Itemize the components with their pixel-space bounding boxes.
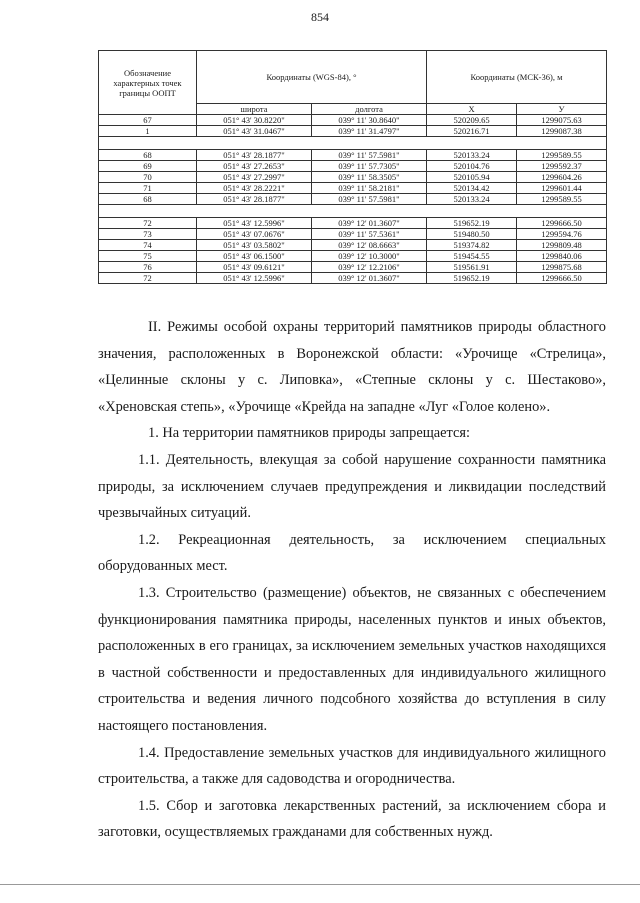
cell-y: 1299875.68 bbox=[517, 262, 607, 273]
table-row bbox=[99, 172, 607, 183]
cell-y: 1299604.26 bbox=[517, 172, 607, 183]
cell-point: 69 bbox=[99, 161, 197, 172]
cell-x: 519480.50 bbox=[427, 229, 517, 240]
cell-longitude: 039° 12' 01.3607" bbox=[312, 273, 427, 284]
cell-y: 1299666.50 bbox=[517, 218, 607, 229]
cell-point: 68 bbox=[99, 150, 197, 161]
cell-longitude: 039° 11' 57.5981" bbox=[312, 150, 427, 161]
header-msk: Координаты (МСК-36), м bbox=[427, 51, 607, 104]
cell-longitude: 039° 12' 01.3607" bbox=[312, 218, 427, 229]
cell-point: 74 bbox=[99, 240, 197, 251]
paragraph-1-5: 1.5. Сбор и заготовка лекарственных растений, за исключением сбора и заготовки, осуществляемых гражданами для собственных нужд. bbox=[98, 797, 606, 841]
cell-y: 1299840.06 bbox=[517, 251, 607, 262]
cell-longitude: 039° 12' 08.6663" bbox=[312, 240, 427, 251]
table-row bbox=[99, 115, 607, 126]
header-point: Обозначение характерных точек границы ООПТ bbox=[99, 51, 197, 115]
cell-latitude: 051° 43' 30.8220" bbox=[197, 115, 312, 126]
table-row bbox=[99, 150, 607, 161]
table-row bbox=[99, 126, 607, 137]
separator-cell bbox=[99, 137, 607, 150]
cell-latitude: 051° 43' 27.2653" bbox=[197, 161, 312, 172]
cell-x: 520209.65 bbox=[427, 115, 517, 126]
subheader-latitude: широта bbox=[197, 104, 312, 115]
table-body bbox=[99, 115, 607, 284]
cell-y: 1299601.44 bbox=[517, 183, 607, 194]
cell-latitude: 051° 43' 28.2221" bbox=[197, 183, 312, 194]
cell-x: 520133.24 bbox=[427, 150, 517, 161]
cell-point: 67 bbox=[99, 115, 197, 126]
cell-y: 1299589.55 bbox=[517, 150, 607, 161]
cell-longitude: 039° 12' 10.3000" bbox=[312, 251, 427, 262]
table-separator-row bbox=[99, 205, 607, 218]
cell-latitude: 051° 43' 28.1877" bbox=[197, 194, 312, 205]
table-row bbox=[99, 218, 607, 229]
paragraph-1-4: 1.4. Предоставление земельных участков для индивидуального жилищного строительства, а также для садоводства и огородничества. bbox=[98, 744, 606, 788]
table-row bbox=[99, 240, 607, 251]
cell-y: 1299594.76 bbox=[517, 229, 607, 240]
cell-point: 72 bbox=[99, 273, 197, 284]
cell-longitude: 039° 11' 30.8640" bbox=[312, 115, 427, 126]
cell-y: 1299592.37 bbox=[517, 161, 607, 172]
cell-point: 68 bbox=[99, 194, 197, 205]
cell-x: 520216.71 bbox=[427, 126, 517, 137]
cell-y: 1299666.50 bbox=[517, 273, 607, 284]
cell-x: 519374.82 bbox=[427, 240, 517, 251]
section-heading: II. Режимы особой охраны территорий памятников природы областного значения, расположенных в Воронежской области: «Урочище «Стрелица», «Целинные склоны у с. Липовка», «Степные склоны у с. Шестаково», «Хреновская степь», «Урочище «Крейда на западне «Луг «Голое колено». bbox=[98, 319, 606, 415]
cell-point: 75 bbox=[99, 251, 197, 262]
paragraph-1: 1. На территории памятников природы запрещается: bbox=[148, 425, 471, 442]
cell-latitude: 051° 43' 03.5802" bbox=[197, 240, 312, 251]
cell-longitude: 039° 11' 57.5361" bbox=[312, 229, 427, 240]
cell-latitude: 051° 43' 12.5996" bbox=[197, 218, 312, 229]
cell-longitude: 039° 11' 58.2181" bbox=[312, 183, 427, 194]
cell-latitude: 051° 43' 07.0676" bbox=[197, 229, 312, 240]
cell-x: 519652.19 bbox=[427, 273, 517, 284]
cell-latitude: 051° 43' 28.1877" bbox=[197, 150, 312, 161]
document-body bbox=[98, 314, 606, 846]
cell-x: 519454.55 bbox=[427, 251, 517, 262]
table-row bbox=[99, 183, 607, 194]
cell-y: 1299589.55 bbox=[517, 194, 607, 205]
cell-longitude: 039° 11' 31.4797" bbox=[312, 126, 427, 137]
cell-point: 72 bbox=[99, 218, 197, 229]
paragraph-1-2: 1.2. Рекреационная деятельность, за исключением специальных оборудованных мест. bbox=[98, 531, 606, 575]
paragraph-1-3: 1.3. Строительство (размещение) объектов, не связанных с обеспечением функционирования памятника природы, населенных пунктов и иных объектов, расположенных в его границах, за исключением земельных участков находящихся в частной собственности и предоставленных для индивидуального жилищного строительства и ведения личного подсобного хозяйства до вступления в силу настоящего постановления. bbox=[98, 584, 606, 734]
cell-x: 520105.94 bbox=[427, 172, 517, 183]
cell-latitude: 051° 43' 09.6121" bbox=[197, 262, 312, 273]
cell-x: 520134.42 bbox=[427, 183, 517, 194]
table-row bbox=[99, 251, 607, 262]
cell-point: 76 bbox=[99, 262, 197, 273]
table-row bbox=[99, 273, 607, 284]
cell-point: 73 bbox=[99, 229, 197, 240]
cell-y: 1299809.48 bbox=[517, 240, 607, 251]
cell-longitude: 039° 11' 58.3505" bbox=[312, 172, 427, 183]
cell-y: 1299075.63 bbox=[517, 115, 607, 126]
page-number: 854 bbox=[311, 10, 329, 24]
subheader-longitude: долгота bbox=[312, 104, 427, 115]
table-row bbox=[99, 262, 607, 273]
cell-latitude: 051° 43' 27.2997" bbox=[197, 172, 312, 183]
cell-point: 71 bbox=[99, 183, 197, 194]
cell-longitude: 039° 11' 57.7305" bbox=[312, 161, 427, 172]
cell-latitude: 051° 43' 31.0467" bbox=[197, 126, 312, 137]
footer-divider bbox=[0, 884, 640, 885]
header-wgs: Координаты (WGS-84), ° bbox=[197, 51, 427, 104]
cell-latitude: 051° 43' 12.5996" bbox=[197, 273, 312, 284]
cell-x: 520104.76 bbox=[427, 161, 517, 172]
subheader-y: У bbox=[517, 104, 607, 115]
cell-longitude: 039° 11' 57.5981" bbox=[312, 194, 427, 205]
cell-point: 1 bbox=[99, 126, 197, 137]
table-separator-row bbox=[99, 137, 607, 150]
coordinates-table bbox=[98, 50, 607, 284]
cell-y: 1299087.38 bbox=[517, 126, 607, 137]
table-row bbox=[99, 229, 607, 240]
cell-x: 520133.24 bbox=[427, 194, 517, 205]
cell-latitude: 051° 43' 06.1500" bbox=[197, 251, 312, 262]
cell-x: 519561.91 bbox=[427, 262, 517, 273]
separator-cell bbox=[99, 205, 607, 218]
table-row bbox=[99, 161, 607, 172]
cell-x: 519652.19 bbox=[427, 218, 517, 229]
cell-point: 70 bbox=[99, 172, 197, 183]
subheader-x: X bbox=[427, 104, 517, 115]
table-row bbox=[99, 194, 607, 205]
paragraph-1-1: 1.1. Деятельность, влекущая за собой нарушение сохранности памятника природы, за исключением случаев предупреждения и ликвидации последствий чрезвычайных ситуаций. bbox=[98, 451, 606, 522]
cell-longitude: 039° 12' 12.2106" bbox=[312, 262, 427, 273]
